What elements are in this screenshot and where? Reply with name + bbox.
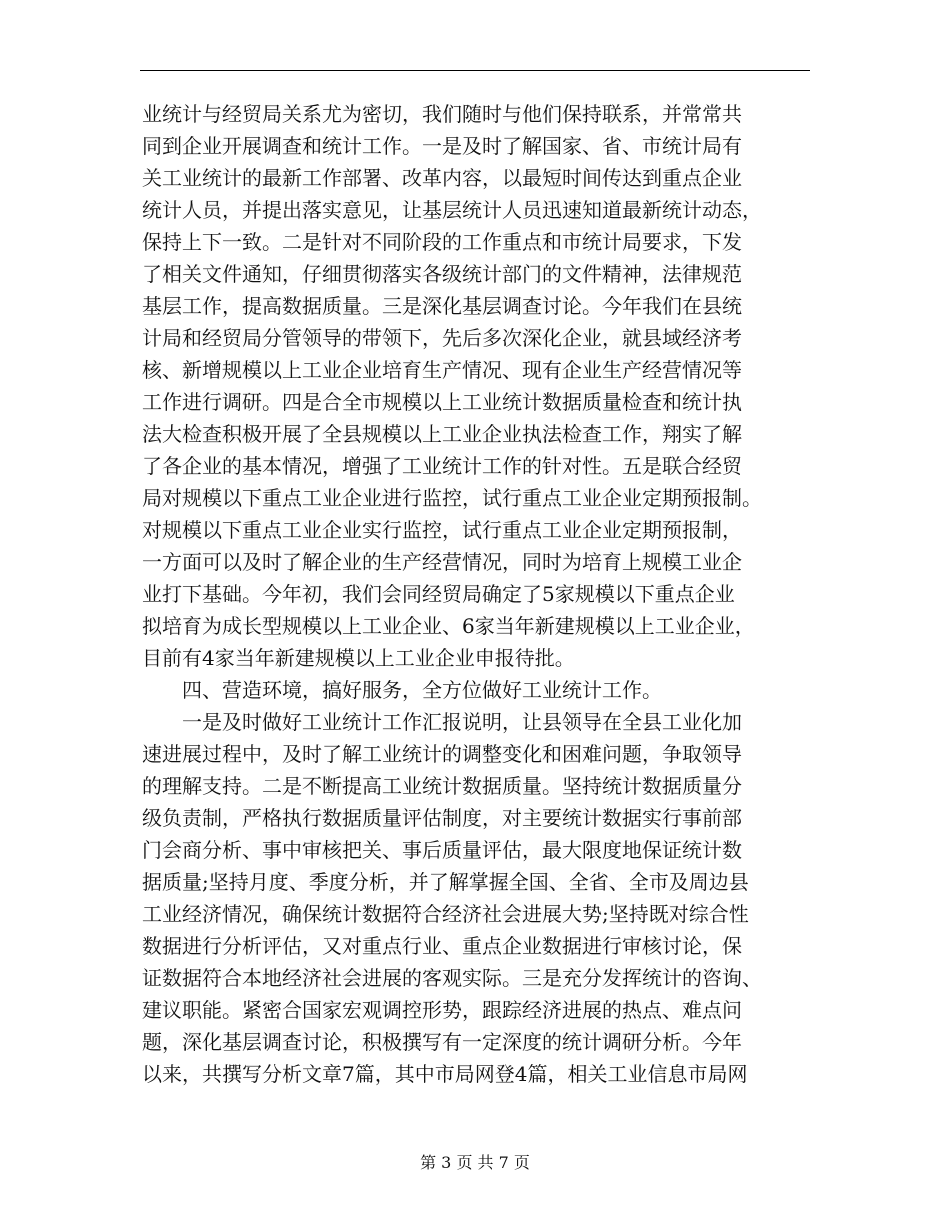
- text-line: 建议职能。紧密合国家宏观调控形势，跟踪经济进展的热点、难点问: [142, 998, 742, 1022]
- text-line: 数据进行分析评估，又对重点行业、重点企业数据进行审核讨论，保: [142, 934, 742, 958]
- text-line: 统计人员，并提出落实意见，让基层统计人员迅速知道最新统计动态，: [142, 198, 762, 222]
- text-line: 工作进行调研。四是合全市规模以上工业统计数据质量检查和统计执: [142, 390, 742, 414]
- text-line: 证数据符合本地经济社会进展的客观实际。三是充分发挥统计的咨询、: [142, 966, 762, 990]
- text-line: 一方面可以及时了解企业的生产经营情况，同时为培育上规模工业企: [142, 550, 742, 574]
- text-line: 法大检查积极开展了全县规模以上工业企业执法检查工作，翔实了解: [142, 422, 742, 446]
- text-line: 计局和经贸局分管领导的带领下，先后多次深化企业，就县域经济考: [142, 326, 742, 350]
- page-number-footer: 第 3 页 共 7 页: [420, 1153, 530, 1172]
- header-rule: [140, 70, 810, 71]
- text-line: 关工业统计的最新工作部署、改革内容，以最短时间传达到重点企业: [142, 166, 742, 190]
- text-line: 一是及时做好工业统计工作汇报说明，让县领导在全县工业化加: [182, 710, 742, 734]
- text-line: 门会商分析、事中审核把关、事后质量评估，最大限度地保证统计数: [142, 838, 742, 862]
- text-line: 目前有4家当年新建规模以上工业企业申报待批。: [142, 646, 575, 670]
- text-line: 了相关文件通知，仔细贯彻落实各级统计部门的文件精神，法律规范: [142, 262, 742, 286]
- text-line: 对规模以下重点工业企业实行监控，试行重点工业企业定期预报制，: [142, 518, 742, 542]
- text-line: 保持上下一致。二是针对不同阶段的工作重点和市统计局要求，下发: [142, 230, 742, 254]
- text-line: 基层工作，提高数据质量。三是深化基层调查讨论。今年我们在县统: [142, 294, 742, 318]
- text-line: 题，深化基层调查讨论，积极撰写有一定深度的统计调研分析。今年: [142, 1030, 742, 1054]
- text-line: 的理解支持。二是不断提高工业统计数据质量。坚持统计数据质量分: [142, 774, 742, 798]
- text-line: 业统计与经贸局关系尤为密切，我们随时与他们保持联系，并常常共: [142, 102, 742, 126]
- text-line: 工业经济情况，确保统计数据符合经济社会进展大势;坚持既对综合性: [142, 902, 749, 926]
- text-line: 级负责制，严格执行数据质量评估制度，对主要统计数据实行事前部: [142, 806, 742, 830]
- text-line: 局对规模以下重点工业企业进行监控，试行重点工业企业定期预报制。: [142, 486, 762, 510]
- text-line: 据质量;坚持月度、季度分析，并了解掌握全国、全省、全市及周边县: [142, 870, 749, 894]
- text-line: 以来，共撰写分析文章7篇，其中市局网登4篇，相关工业信息市局网: [142, 1062, 748, 1086]
- body-text: [142, 98, 814, 1090]
- text-line: 业打下基础。今年初，我们会同经贸局确定了5家规模以下重点企业: [142, 582, 735, 606]
- text-line: 核、新增规模以上工业企业培育生产情况、现有企业生产经营情况等: [142, 358, 742, 382]
- text-line: 四、营造环境，搞好服务，全方位做好工业统计工作。: [182, 678, 662, 702]
- text-line: 了各企业的基本情况，增强了工业统计工作的针对性。五是联合经贸: [142, 454, 742, 478]
- text-line: 拟培育为成长型规模以上工业企业、6家当年新建规模以上工业企业，: [142, 614, 755, 638]
- text-line: 同到企业开展调查和统计工作。一是及时了解国家、省、市统计局有: [142, 134, 742, 158]
- text-line: 速进展过程中，及时了解工业统计的调整变化和困难问题，争取领导: [142, 742, 742, 766]
